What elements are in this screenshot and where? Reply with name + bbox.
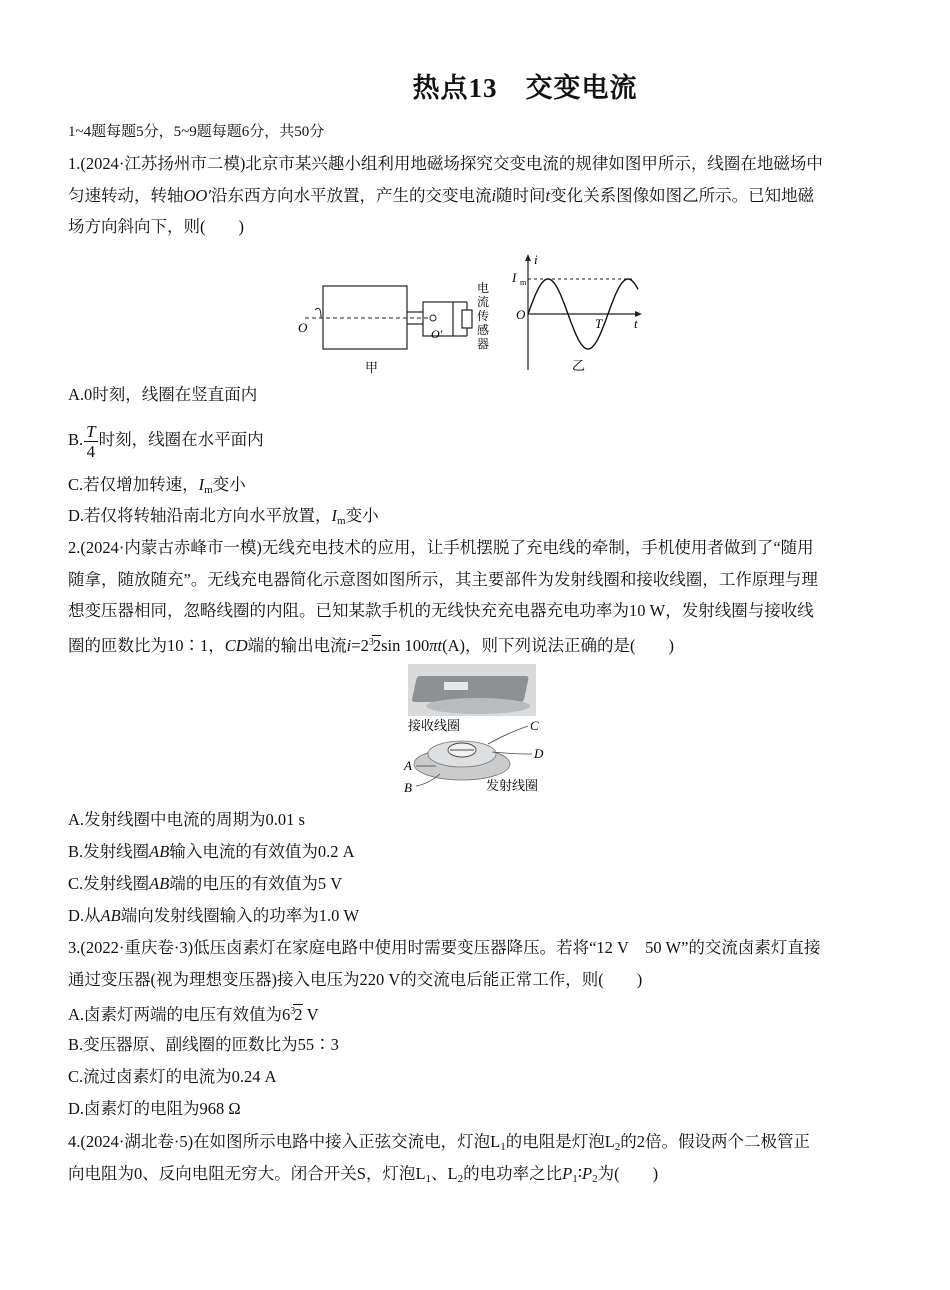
q2-option-c[interactable]: C.发射线圈AB端的电压的有效值为5 V bbox=[68, 874, 343, 893]
svg-text:A: A bbox=[404, 758, 412, 773]
svg-text:m: m bbox=[520, 278, 527, 287]
svg-text:感: 感 bbox=[477, 323, 490, 337]
q2-stem-line3: 想变压器相同，忽略线圈的内阻。已知某款手机的无线快充充电器充电功率为10 W，发射线圈与接收线 bbox=[68, 601, 814, 620]
page-title: 热点13 交变电流 bbox=[412, 73, 638, 103]
svg-text:流: 流 bbox=[477, 295, 490, 309]
svg-text:器: 器 bbox=[477, 337, 490, 351]
sensor-label bbox=[477, 280, 489, 351]
transmit-coil-label: 发射线圈 bbox=[486, 779, 539, 794]
label-Oprime: O′ bbox=[431, 327, 443, 341]
svg-text:D: D bbox=[534, 746, 544, 761]
q1-option-b[interactable]: B. $\frac{T}{4}$ 时刻，线圈在水平面内 bbox=[68, 421, 264, 461]
q2-figure-charger bbox=[400, 662, 560, 802]
svg-text:电: 电 bbox=[477, 281, 490, 295]
svg-text:B: B bbox=[404, 780, 412, 795]
q2-option-d[interactable]: D.从AB端向发射线圈输入的功率为1.0 W bbox=[68, 906, 360, 925]
q2-stem-line2: 随拿，随放随充”。无线充电器简化示意图如图所示，其主要部件为发射线圈和接收线圈，工作原理与理 bbox=[68, 570, 818, 589]
q1-option-a[interactable]: A.0时刻，线圈在竖直面内 bbox=[68, 385, 258, 404]
svg-text:t: t bbox=[634, 316, 638, 331]
q3-stem-line2: 通过变压器(视为理想变压器)接入电压为220 V的交流电后能正常工作，则( ) bbox=[68, 970, 643, 989]
q1-option-c[interactable]: C.若仅增加转速，$I_m$变小 bbox=[68, 475, 246, 496]
rotation-arrow-icon bbox=[315, 308, 321, 318]
q1-stem-line1: 1.(2024·江苏扬州市二模)北京市某兴趣小组利用地磁场探究交变电流的规律如图甲所示，线圈在地磁场中 bbox=[68, 154, 823, 173]
q3-option-b[interactable]: B.变压器原、副线圈的匝数比为55∶3 bbox=[68, 1035, 339, 1054]
q3-option-c[interactable]: C.流过卤素灯的电流为0.24 A bbox=[68, 1067, 277, 1086]
label-jia: 甲 bbox=[365, 360, 379, 375]
q2-stem-line4: 圈的匝数比为10∶1，CD端的输出电流$i=2^32\sin$ 100πt(A)，则下列说法正确的是( ) bbox=[68, 636, 674, 655]
label-O: O bbox=[298, 320, 308, 335]
q1-stem-line2: 匀速转动，转轴OO′沿东西方向水平放置，产生的交变电流i随时间t变化关系图像如图乙所示。已知地磁 bbox=[68, 186, 815, 205]
q2-option-a[interactable]: A.发射线圈中电流的周期为0.01 s bbox=[68, 810, 305, 829]
svg-text:O: O bbox=[516, 307, 526, 322]
q2-option-b[interactable]: B.发射线圈AB输入电流的有效值为0.2 A bbox=[68, 842, 355, 861]
score-intro: 1~4题每题5分，5~9题每题6分，共50分 bbox=[68, 124, 325, 140]
q1-figure-yi bbox=[508, 252, 648, 377]
label-Im: I bbox=[512, 270, 517, 285]
q3-option-a[interactable]: A.卤素灯两端的电压有效值为$6^32$ V bbox=[68, 1005, 319, 1024]
q4-stem-line1: 4.(2024·湖北卷·5)在如图所示电路中接入正弦交流电，灯泡$L_1$的电阻是灯泡$L_2$的2倍。假设两个二极管正 bbox=[68, 1132, 811, 1153]
q1-option-d[interactable]: D.若仅将转轴沿南北方向水平放置，$I_m$变小 bbox=[68, 506, 379, 527]
q4-stem-line2: 向电阻为0、反向电阻无穷大。闭合开关S，灯泡$L_1$、$L_2$的电功率之比$P_1∶P_2$为( ) bbox=[68, 1164, 659, 1185]
svg-text:i: i bbox=[534, 252, 538, 267]
q1-figure-jia bbox=[295, 280, 500, 380]
label-yi: 乙 bbox=[572, 358, 586, 373]
svg-text:C: C bbox=[530, 718, 539, 733]
label-T: T bbox=[595, 316, 603, 331]
q2-stem-line1: 2.(2024·内蒙古赤峰市一模)无线充电技术的应用，让手机摆脱了充电线的牵制，手机使用者做到了“随用 bbox=[68, 538, 814, 557]
q3-stem-line1: 3.(2022·重庆卷·3)低压卤素灯在家庭电路中使用时需要变压器降压。若将“12 V 50 W”的交流卤素灯直接 bbox=[68, 938, 821, 957]
q1-stem-line3: 场方向斜向下，则( ) bbox=[68, 217, 244, 236]
q3-option-d[interactable]: D.卤素灯的电阻为968 Ω bbox=[68, 1099, 241, 1118]
receive-coil-label: 接收线圈 bbox=[408, 719, 461, 734]
svg-text:传: 传 bbox=[477, 309, 490, 323]
sensor-resistor bbox=[462, 310, 472, 328]
